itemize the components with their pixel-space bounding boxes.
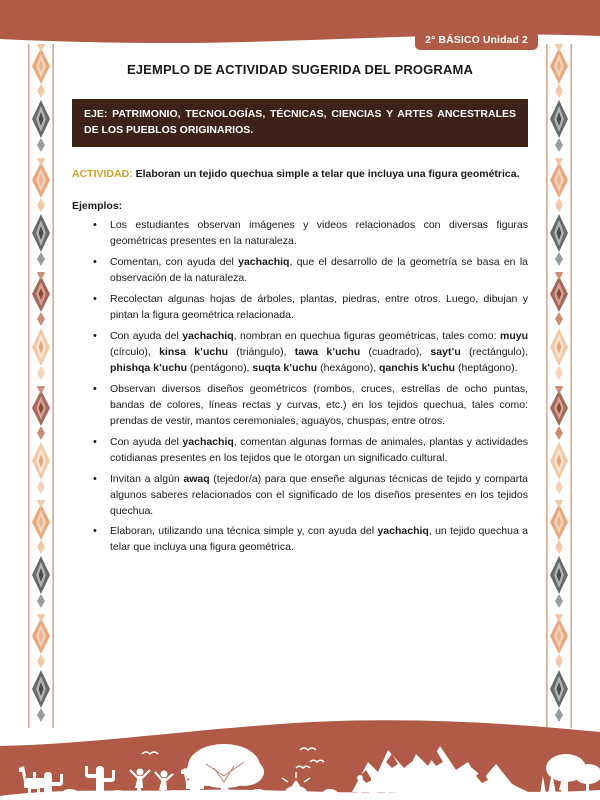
left-textile-border (28, 44, 54, 728)
ejemplos-heading: Ejemplos: (72, 200, 123, 213)
list-item: • Observan diversos diseños geométricos (rombos, cruces, estrellas de ocho puntas, bandas de colores, líneas rectas y curvas, etc.) en los tejidos quechua, tales como: prendas de vestir, mantos ceremoniales, aguayos, chuspas, entre otros. (72, 382, 528, 430)
footer-landscape-illustration (0, 710, 600, 800)
right-textile-border (546, 44, 572, 728)
document-content (72, 62, 528, 561)
list-item: • Comentan, con ayuda del yachachiq, que el desarrollo de la geometría se basa en la observación de la naturaleza. (72, 255, 528, 287)
ejemplos-list (72, 218, 528, 556)
list-item: • Invitan a algún awaq (tejedor/a) para que enseñe algunas técnicas de tejido y comparta algunos saberes relacionados con el significado de los diseños presentes en los tejidos quechua. (72, 472, 528, 520)
header-band (0, 0, 600, 60)
list-item: • Con ayuda del yachachiq, nombran en quechua figuras geométricas, tales como: muyu (círculo), kinsa k’uchu (triángulo), tawa k’uchu (cuadrado), sayt’u (rectángulo), phishqa k’uchu (pentágono), suqta k’uchu (hexágono), qanchis k'uchu (heptágono). (72, 329, 528, 377)
list-item: • Elaboran, utilizando una técnica simple y, con ayuda del yachachiq, un tejido quechua a telar que incluya una figura geométrica. (72, 524, 528, 556)
list-item: • Recolectan algunas hojas de árboles, plantas, piedras, entre otros. Luego, dibujan y pintan la figura geométrica relacionada. (72, 292, 528, 324)
eje-banner (72, 99, 528, 147)
list-item: • Los estudiantes observan imágenes y videos relacionados con diversas figuras geométricas presentes en la naturaleza. (72, 218, 528, 250)
list-item: • Con ayuda del yachachiq, comentan algunas formas de animales, plantas y actividades cotidianas presentes en los tejidos que le otorgan un significado cultural. (72, 435, 528, 467)
page-title: EJEMPLO DE ACTIVIDAD SUGERIDA DEL PROGRAMA (126, 62, 473, 77)
unit-badge: 2° BÁSICO Unidad 2 (415, 31, 538, 50)
eje-label: EJE: (84, 108, 108, 120)
actividad-text: Elaboran un tejido quechua simple a telar que incluya una figura geométrica. (135, 167, 520, 180)
eje-text: PATRIMONIO, TECNOLOGÍAS, TÉCNICAS, CIENCIAS Y ARTES ANCESTRALES DE LOS PUEBLOS ORIGINARIOS. (84, 108, 516, 137)
actividad-label: ACTIVIDAD: (72, 167, 133, 180)
actividad-line (72, 167, 528, 183)
